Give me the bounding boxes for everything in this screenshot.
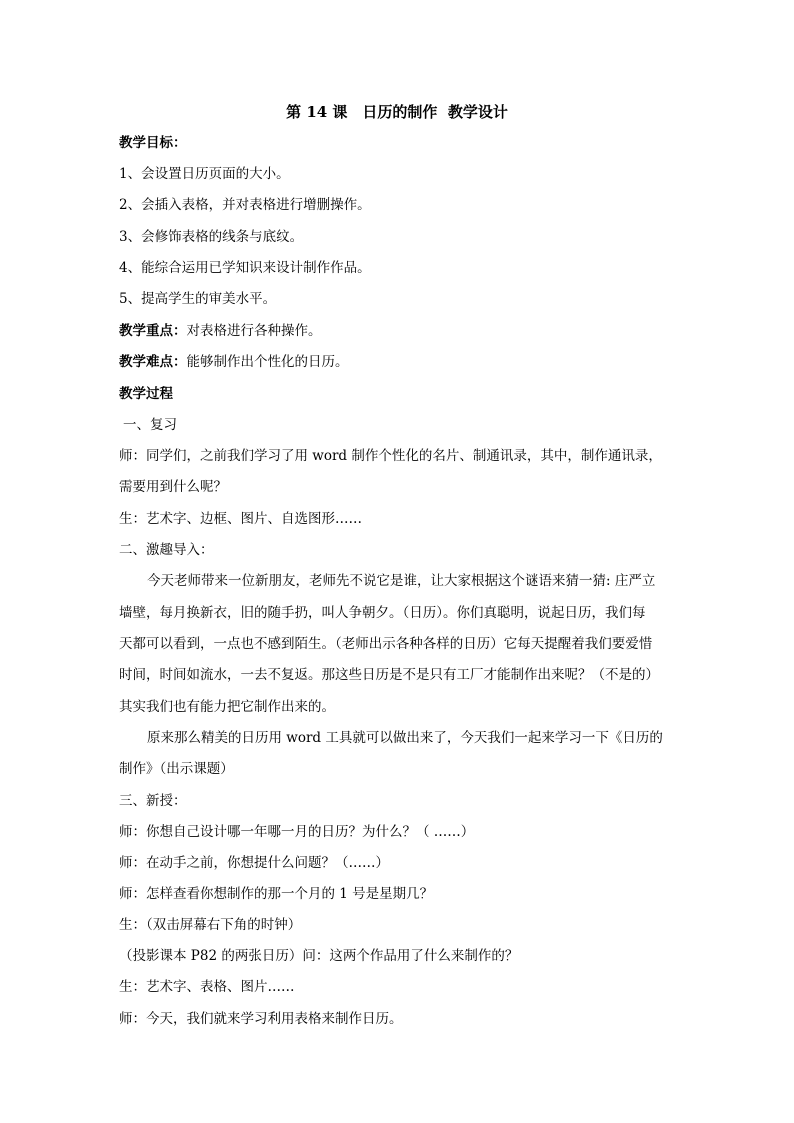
intro-para1-line: 墙壁，每月换新衣，旧的随手扔，叫人争朝夕。（日历）。你们真聪明，说起日历，我们每 <box>119 605 646 621</box>
review-heading: 一、复习 <box>123 417 177 433</box>
new-lesson-line: 师：怎样查看你想制作的那一个月的 1 号是星期几？ <box>119 886 434 902</box>
objective-item: 2、会插入表格，并对表格进行增删操作。 <box>119 197 371 213</box>
objective-item: 4、能综合运用已学知识来设计制作作品。 <box>119 260 371 276</box>
review-line: 师：同学们，之前我们学习了用 word 制作个性化的名片、制通讯录，其中，制作通讯录， <box>119 448 662 464</box>
review-line: 需要用到什么呢？ <box>119 479 227 495</box>
intro-para1-line: 其实我们也有能力把它制作出来的。 <box>119 699 335 715</box>
intro-para1-line: 天都可以看到，一点也不感到陌生。（老师出示各种各样的日历）它每天提醒着我们要爱惜 <box>119 636 653 652</box>
intro-para2-line: 原来那么精美的日历用 word 工具就可以做出来了，今天我们一起来学习一下《日历的 <box>147 730 663 746</box>
difficulty-label: 教学难点： <box>119 354 187 370</box>
objectives-heading: 教学目标： <box>119 135 187 151</box>
new-lesson-line: 师：在动手之前，你想提什么问题？（……） <box>119 855 389 871</box>
new-lesson-line: 师：今天，我们就来学习利用表格来制作日历。 <box>119 1011 403 1027</box>
process-heading: 教学过程 <box>119 386 173 402</box>
difficulty-text: 能够制作出个性化的日历。 <box>186 354 349 370</box>
new-lesson-line: 师：你想自己设计哪一年哪一月的日历？为什么？（ ……） <box>119 824 475 840</box>
new-lesson-heading: 三、新授： <box>119 793 187 809</box>
new-lesson-line: 生：艺术字、表格、图片…… <box>119 979 295 995</box>
review-line: 生：艺术字、边框、图片、自选图形…… <box>119 511 362 527</box>
intro-para2-line: 制作》（出示课题） <box>119 761 234 777</box>
intro-para1-line: 今天老师带来一位新朋友，老师先不说它是谁，让大家根据这个谜语来猜一猜: 庄严立 <box>147 573 656 589</box>
objective-item: 3、会修饰表格的线条与底纹。 <box>119 229 304 245</box>
intro-heading: 二、激趣导入： <box>119 542 214 558</box>
objective-item: 1、会设置日历页面的大小。 <box>119 166 290 182</box>
difficulty <box>119 351 679 373</box>
objective-item: 5、提高学生的审美水平。 <box>119 291 277 307</box>
key-point-label: 教学重点： <box>119 323 187 339</box>
intro-para1-line: 时间，时间如流水，一去不复返。那这些日历是不是只有工厂才能制作出来呢？（不是的） <box>119 667 659 683</box>
new-lesson-line: （投影课本 P82 的两张日历）问：这两个作品用了什么来制作的？ <box>119 948 519 964</box>
key-point <box>119 320 679 342</box>
new-lesson-line: 生：（双击屏幕右下角的时钟） <box>119 917 302 933</box>
document-title: 第 14 课 日历的制作 教学设计 <box>286 103 508 121</box>
key-point-text: 对表格进行各种操作。 <box>186 323 322 339</box>
